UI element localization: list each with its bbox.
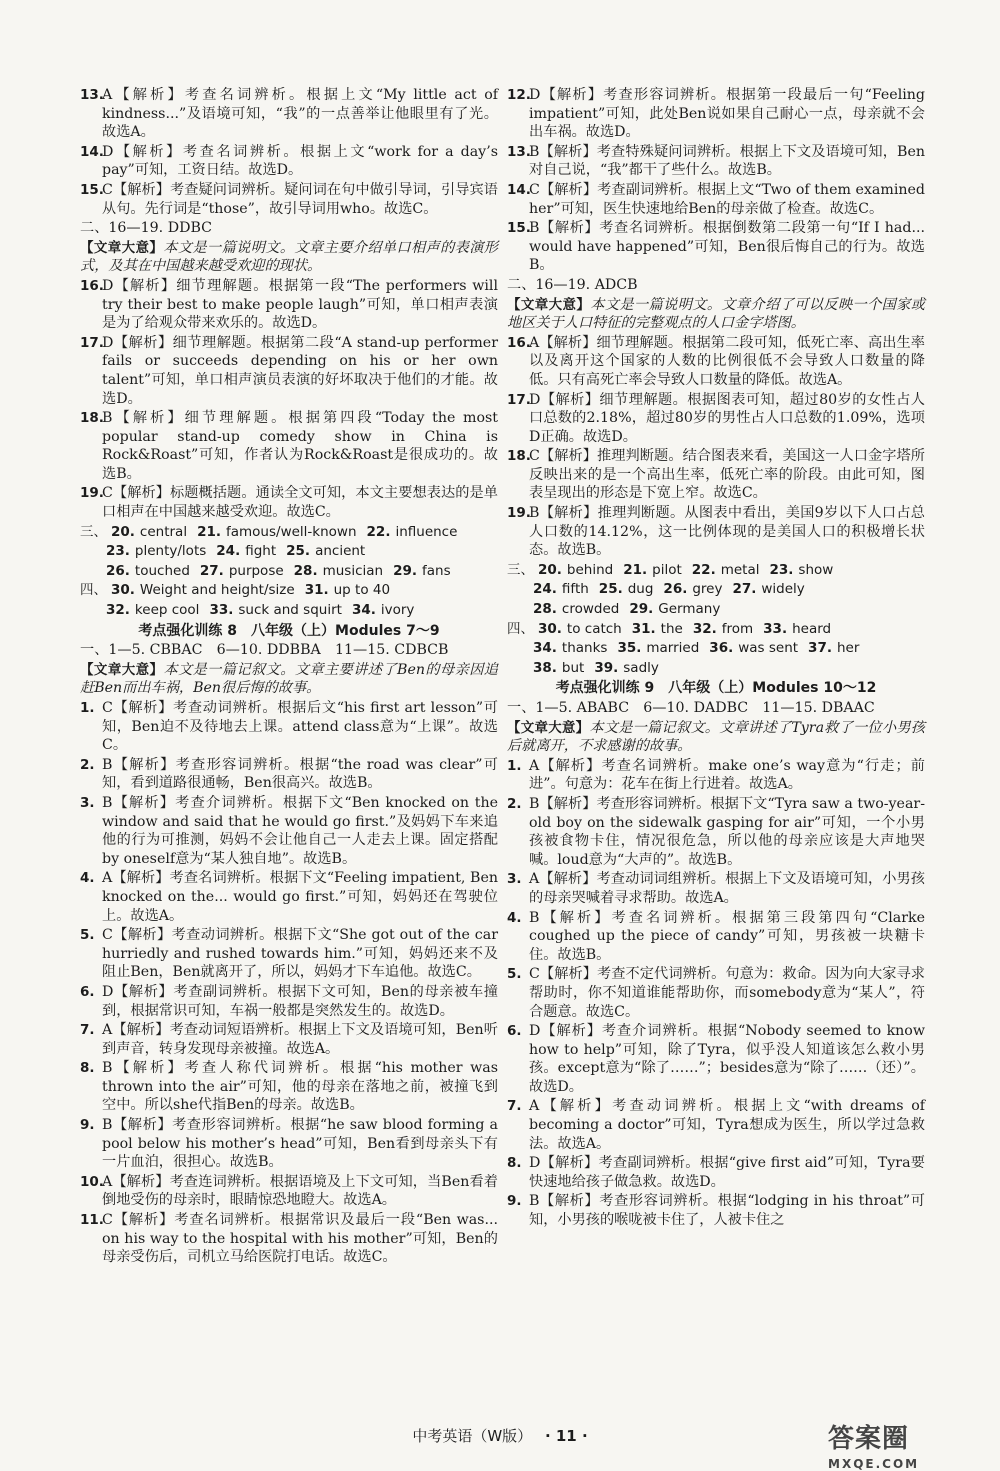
answer-item xyxy=(80,181,498,218)
summary-tag: 【文章大意】 xyxy=(507,296,591,313)
blank-number: 21. xyxy=(623,561,648,578)
blank-number: 29. xyxy=(393,562,417,579)
blank-answer: sadly xyxy=(623,659,659,676)
answer-text: C【解析】考查名词辨析。根据常识及最后一段“Ben was... on his way to the hospital with his mother”可知，Ben的母亲受伤后，司机立马给医院打电话。故选C。 xyxy=(102,1212,498,1266)
answer-item xyxy=(80,756,498,793)
blank-number: 21. xyxy=(197,523,221,540)
fill-in-row xyxy=(507,639,925,658)
blank-number: 27. xyxy=(199,562,224,579)
blank-number: 27. xyxy=(732,581,757,598)
answer-item xyxy=(80,277,498,333)
answer-text: D【解析】细节理解题。根据第二段“A stand-up performer fails or succeeds depending on his or her own talent”可知，单口相声演员表演的好坏取决于他们的才能。故选D。 xyxy=(102,334,498,407)
answer-text: A【解析】考查名词辨析。根据下文“Feeling impatient, Ben knocked on the... would go first.”可知，妈妈还在驾驶位上。故选A。 xyxy=(102,870,498,924)
blank-answer: Weight and height/size xyxy=(139,582,295,599)
question-number: 13. xyxy=(507,143,531,160)
question-number: 19. xyxy=(80,485,104,502)
question-number: 3. xyxy=(80,794,95,811)
answer-item xyxy=(80,926,498,982)
blank-answer: influence xyxy=(395,523,458,540)
blank-answer: keep cool xyxy=(134,602,200,619)
blank-number: 28. xyxy=(293,562,318,579)
blank-number: 23. xyxy=(769,561,794,578)
blank-number: 23. xyxy=(106,543,130,560)
blank-answer: widely xyxy=(761,581,805,598)
fill-in-row xyxy=(80,542,498,561)
blank-number: 25. xyxy=(598,581,623,598)
answer-text: A【解析】考查名词辨析。make one’s way意为“行走；前进”。句意为：花车在街上行进着。故选A。 xyxy=(529,757,925,793)
article-summary xyxy=(507,296,925,333)
question-number: 19. xyxy=(507,505,531,522)
blank-answer: central xyxy=(139,523,188,540)
fill-in-row xyxy=(80,581,498,600)
question-number: 16. xyxy=(80,277,104,294)
question-number: 10. xyxy=(80,1173,104,1190)
blank-number: 30. xyxy=(538,620,562,637)
question-number: 11. xyxy=(80,1212,104,1229)
question-number: 16. xyxy=(507,334,531,351)
blank-number: 31. xyxy=(631,620,656,637)
blank-number: 29. xyxy=(629,601,654,618)
section-marker: 四、 xyxy=(80,582,107,599)
blank-answer: but xyxy=(561,659,585,676)
blank-answer: from xyxy=(721,620,754,637)
answer-item xyxy=(507,757,925,794)
article-summary xyxy=(80,239,498,276)
blank-answer: ivory xyxy=(380,602,415,619)
answer-text: D【解析】考查介词辨析。根据“Nobody seemed to know how to help”可知，除了Tyra，似乎没人知道该怎么救小男孩。except意为“除了……”；besides意为“除了……（还）”。故选D。 xyxy=(529,1023,925,1095)
question-number: 2. xyxy=(80,756,95,773)
question-number: 8. xyxy=(80,1060,95,1077)
blank-answer: to catch xyxy=(566,620,622,637)
answer-text: A【解析】考查名词辨析。根据上文“My little act of kindness...”及语境可知，“我”的一点善举让他眼里有了光。故选A。 xyxy=(102,87,498,141)
answer-text: B【解析】考查形容词辨析。根据“he saw blood forming a pool below his mother’s head”可知，Ben看到母亲头下有一片血泊，很担心。故选B。 xyxy=(102,1117,498,1171)
answer-item xyxy=(80,1116,498,1172)
blank-number: 22. xyxy=(366,523,391,540)
blank-number: 34. xyxy=(533,640,557,657)
blank-answer: touched xyxy=(134,562,190,579)
answer-text: B【解析】细节理解题。根据第四段“Today the most popular stand-up comedy show in China is Rock&Roast”可知，作者认为Rock&Roast是很成功的。故选B。 xyxy=(102,410,498,482)
question-number: 2. xyxy=(507,795,522,812)
answer-item xyxy=(507,1022,925,1096)
answer-text: D【解析】细节理解题。根据第一段“The performers will try their best to make people laugh”可知，单口相声表演是为了给观众带来欢乐的。故选D。 xyxy=(102,277,498,332)
answer-text: A【解析】考查连词辨析。根据语境及上下文可知，当Ben看着倒地受伤的母亲时，眼睛惊恐地瞪大。故选A。 xyxy=(102,1173,498,1209)
blank-answer: grey xyxy=(692,581,723,598)
answer-text: A【解析】考查动词辨析。根据上文“with dreams of becoming a doctor”可知，Tyra想成为医生，所以学过急救法。故选A。 xyxy=(529,1098,925,1152)
answer-text: D【解析】考查名词辨析。根据上文“work for a day’s pay”可知，工资日结。故选D。 xyxy=(102,143,498,179)
blank-answer: heard xyxy=(792,620,832,637)
answer-text: C【解析】考查疑问词辨析。疑问词在句中做引导词，引导宾语从句。先行词是“those”，故引导词用who。故选C。 xyxy=(102,181,498,217)
summary-tag: 【文章大意】 xyxy=(80,239,164,256)
blank-number: 22. xyxy=(691,561,716,578)
blank-answer: behind xyxy=(566,561,614,578)
blank-answer: fight xyxy=(245,543,277,560)
answer-key-line: 一、1—5. ABABC 6—10. DADBC 11—15. DBAAC xyxy=(507,700,875,716)
blank-answer: pilot xyxy=(652,561,682,578)
blank-number: 36. xyxy=(709,640,734,657)
article-summary xyxy=(507,719,925,756)
blank-number: 25. xyxy=(286,543,311,560)
answer-item xyxy=(80,983,498,1020)
answer-item xyxy=(507,965,925,1021)
answer-item xyxy=(507,909,925,965)
fill-in-answers xyxy=(80,523,498,620)
blank-number: 24. xyxy=(533,581,557,598)
answer-item xyxy=(507,1097,925,1153)
blank-answer: purpose xyxy=(228,562,284,579)
answer-item xyxy=(507,447,925,503)
summary-tag: 【文章大意】 xyxy=(507,719,590,736)
blank-answer: show xyxy=(798,561,834,578)
answer-text: D【解析】考查副词辨析。根据下文可知，Ben的母亲被车撞到，根据常识可知，车祸一般都是突然发生的。故选D。 xyxy=(102,983,498,1019)
summary-text: 本文是一篇记叙文。文章讲述了Tyra救了一位小男孩后就离开，不求感谢的故事。 xyxy=(507,719,925,755)
page-number: · 11 · xyxy=(544,1427,588,1445)
answer-text: C【解析】推理判断题。结合图表来看，美国这一人口金字塔所反映出来的是一个高出生率，低死亡率的阶段。由此可知，图表呈现出的形态是下宽上窄。故选C。 xyxy=(529,448,925,502)
answer-text: D【解析】考查形容词辨析。根据第一段最后一句“Feeling impatient”可知，此处Ben说如果自己耐心一点，母亲就不会出车祸。故选D。 xyxy=(529,87,925,141)
question-number: 7. xyxy=(80,1022,95,1039)
answer-text: A【解析】考查动词短语辨析。根据上下文及语境可知，Ben听到声音，转身发现母亲被撞。故选A。 xyxy=(102,1022,498,1057)
answer-item xyxy=(507,1192,925,1229)
answer-item xyxy=(507,391,925,447)
answer-text: C【解析】考查副词辨析。根据上文“Two of them examined her”可知，医生快速地给Ben的母亲做了检查。故选C。 xyxy=(529,181,925,217)
answer-item xyxy=(507,219,925,275)
answer-text: C【解析】考查不定代词辨析。句意为：救命。因为向大家寻求帮助时，你不知道谁能帮助你，而somebody意为“某人”，符合题意。故选C。 xyxy=(529,966,925,1020)
question-number: 6. xyxy=(507,1023,522,1040)
fill-in-row xyxy=(507,659,925,678)
blank-number: 39. xyxy=(594,659,619,676)
answer-item xyxy=(80,143,498,180)
blank-number: 30. xyxy=(111,582,135,599)
answer-item xyxy=(80,86,498,142)
blank-number: 32. xyxy=(692,620,717,637)
answer-text: B【解析】考查人称代词辨析。根据“his mother was thrown into the air”可知，他的母亲在落地之前，被撞飞到空中。所以she代指Ben的母亲。故选B。 xyxy=(102,1060,498,1114)
question-number: 8. xyxy=(507,1155,522,1172)
question-number: 17. xyxy=(507,391,531,408)
question-number: 12. xyxy=(507,87,531,103)
answer-text: B【解析】考查形容词辨析。根据“the road was clear”可知，看到道路很通畅，Ben很高兴。故选B。 xyxy=(102,756,498,792)
answer-item xyxy=(80,409,498,483)
answer-text: A【解析】考查动词词组辨析。根据上下文及语境可知，小男孩的母亲哭喊着寻求帮助。故选A。 xyxy=(529,871,925,906)
blank-answer: her xyxy=(836,640,860,657)
summary-text: 本文是一篇说明文。文章介绍了可以反映一个国家或地区关于人口特征的完整观点的人口金字塔图。 xyxy=(507,296,925,332)
blank-answer: thanks xyxy=(561,640,608,657)
answer-item xyxy=(507,795,925,869)
blank-number: 20. xyxy=(111,523,135,540)
answer-item xyxy=(507,870,925,907)
answer-item xyxy=(80,484,498,521)
blank-answer: the xyxy=(660,620,683,637)
blank-number: 31. xyxy=(304,582,329,599)
blank-answer: fifth xyxy=(561,581,589,598)
answer-item xyxy=(80,794,498,868)
blank-answer: fans xyxy=(422,562,451,579)
answer-text: B【解析】考查形容词辨析。根据“lodging in his throat”可知，小男孩的喉咙被卡住了，人被卡住之 xyxy=(529,1193,925,1229)
answer-text: D【解析】考查副词辨析。根据“give first aid”可知，Tyra要快速地给孩子做急救。故选D。 xyxy=(529,1155,925,1190)
question-number: 5. xyxy=(80,927,95,944)
blank-answer: famous/well-known xyxy=(226,523,357,540)
fill-in-row xyxy=(507,561,925,580)
blank-answer: up to 40 xyxy=(333,582,391,599)
logo-mark: 答案圈 xyxy=(828,1424,910,1454)
article-summary xyxy=(80,661,498,698)
question-number: 9. xyxy=(80,1117,95,1134)
answer-item xyxy=(80,1211,498,1267)
book-title: 中考英语（W版） xyxy=(412,1427,533,1445)
fill-in-row xyxy=(80,523,498,542)
answer-text: B【解析】考查形容词辨析。根据下文“Tyra saw a two-year-old boy on the sidewalk gasping for air”可知，一个小男孩被食物卡住，情况很危急，所以他的母亲应该是大声地哭喊。loud意为“大声的”。故选B。 xyxy=(529,795,925,868)
blank-number: 34. xyxy=(351,602,376,619)
answer-item xyxy=(507,181,925,218)
blank-answer: dug xyxy=(627,581,654,598)
question-number: 15. xyxy=(507,220,531,237)
question-number: 7. xyxy=(507,1098,522,1115)
blank-answer: married xyxy=(646,640,700,657)
blank-answer: ancient xyxy=(315,543,366,560)
answer-text: C【解析】考查动词辨析。根据后文“his first art lesson”可知，Ben迫不及待地去上课。attend class意为“上课”。故选C。 xyxy=(102,700,498,754)
blank-number: 20. xyxy=(538,561,562,578)
fill-in-row xyxy=(80,601,498,620)
answer-key-line: 二、16—19. DDBC xyxy=(80,220,212,237)
fill-in-row xyxy=(507,600,925,619)
question-number: 4. xyxy=(80,870,95,887)
answer-text: B【解析】推理判断题。从图表中看出，美国9岁以下人口占总人口数的14.12%，这一比例体现的是美国人口的积极增长状态。故选B。 xyxy=(529,505,925,559)
question-number: 5. xyxy=(507,966,522,983)
answer-item xyxy=(507,504,925,560)
blank-number: 37. xyxy=(808,640,832,657)
question-number: 4. xyxy=(507,909,522,926)
answer-text: C【解析】标题概括题。通读全文可知，本文主要想表达的是单口相声在中国越来越受欢迎。故选C。 xyxy=(102,485,498,521)
blank-number: 35. xyxy=(617,640,642,657)
blank-number: 33. xyxy=(763,620,788,637)
answer-key-line: 一、1—5. CBBAC 6—10. DDBBA 11—15. CDBCB xyxy=(80,642,449,659)
question-number: 1. xyxy=(80,700,95,716)
section-marker: 三、 xyxy=(80,523,107,540)
blank-answer: Germany xyxy=(658,601,721,618)
blank-answer: was sent xyxy=(738,640,799,657)
answer-item xyxy=(507,1154,925,1191)
blank-number: 32. xyxy=(106,602,130,619)
answer-item xyxy=(507,143,925,180)
answer-text: C【解析】考查动词辨析。根据下文“She got out of the car hurriedly and rushed towards him.”可知，妈妈还来不及阻止Ben，Ben就离开了，所以，妈妈才下车追他。故选C。 xyxy=(102,927,498,981)
fill-in-row xyxy=(80,562,498,581)
answer-item xyxy=(80,699,498,755)
blank-number: 28. xyxy=(533,601,557,618)
answer-key-line: 二、16—19. ADCB xyxy=(507,276,638,293)
section-marker: 四、 xyxy=(507,620,534,637)
answer-text: B【解析】考查名词辨析。根据第三段第四句“Clarke coughed up the piece of candy”可知，男孩被一块糖卡住。故选B。 xyxy=(529,909,925,963)
left-column xyxy=(80,86,498,1268)
question-number: 18. xyxy=(80,410,104,427)
blank-number: 24. xyxy=(216,543,241,560)
answer-item xyxy=(507,86,925,142)
answer-item xyxy=(80,1173,498,1210)
site-logo xyxy=(828,1418,978,1471)
fill-in-row xyxy=(507,620,925,639)
answer-item xyxy=(80,869,498,925)
answer-text: B【解析】考查名词辨析。根据倒数第二段第一句“If I had... would have happened”可知，Ben很后悔自己的行为。故选B。 xyxy=(529,220,925,274)
question-number: 6. xyxy=(80,983,95,1000)
answer-text: A【解析】细节理解题。根据第二段可知，低死亡率、高出生率以及离开这个国家的人数的比例很低不会导致人口数量的降低。只有高死亡率会导致人口数量的降低。故选A。 xyxy=(529,334,925,388)
blank-answer: plenty/lots xyxy=(134,543,207,560)
question-number: 14. xyxy=(80,143,104,160)
fill-in-row xyxy=(507,580,925,599)
answer-item xyxy=(507,334,925,390)
question-number: 1. xyxy=(507,757,522,774)
blank-answer: musician xyxy=(322,562,384,579)
question-number: 13. xyxy=(80,87,104,103)
answer-item xyxy=(80,1021,498,1058)
answer-text: D【解析】细节理解题。根据图表可知，超过80岁的女性占人口总数的2.18%，超过80岁的男性占人口总数的1.09%，选项D正确。故选D。 xyxy=(529,391,925,445)
summary-text: 本文是一篇记叙文。文章主要讲述了Ben的母亲因追赶Ben而出车祸，Ben很后悔的故事。 xyxy=(80,661,498,697)
blank-answer: crowded xyxy=(561,601,620,618)
section-title: 考点强化训练 8 八年级（上）Modules 7～9 xyxy=(138,622,440,639)
question-number: 3. xyxy=(507,871,522,888)
question-number: 15. xyxy=(80,181,104,198)
question-number: 9. xyxy=(507,1193,522,1210)
blank-number: 33. xyxy=(209,602,234,619)
right-column xyxy=(507,86,925,1231)
blank-number: 26. xyxy=(663,581,688,598)
section-title: 考点强化训练 9 八年级（上）Modules 10～12 xyxy=(555,680,877,697)
blank-answer: metal xyxy=(720,561,760,578)
question-number: 14. xyxy=(507,181,531,198)
question-number: 17. xyxy=(80,334,104,351)
section-marker: 三、 xyxy=(507,561,534,578)
blank-number: 38. xyxy=(533,659,557,676)
summary-text: 本文是一篇说明文。文章主要介绍单口相声的表演形式，及其在中国越来越受欢迎的现状。 xyxy=(80,239,498,275)
answer-text: B【解析】考查介词辨析。根据下文“Ben knocked on the window and said that he would go first.”及妈妈下车来追他的行为可推测，妈妈不会让他自己一人走去上课。固定搭配by oneself意为“某人独自地”。故选B。 xyxy=(102,794,498,867)
answer-text: B【解析】考查特殊疑问词辨析。根据上下文及语境可知，Ben对自己说，“我”都干了些什么。故选B。 xyxy=(529,143,925,179)
blank-answer: suck and squirt xyxy=(238,602,342,619)
answer-item xyxy=(80,1059,498,1115)
question-number: 18. xyxy=(507,448,531,465)
summary-tag: 【文章大意】 xyxy=(80,661,164,678)
fill-in-answers xyxy=(507,561,925,678)
answer-item xyxy=(80,334,498,408)
blank-number: 26. xyxy=(106,562,130,579)
logo-url: MXQE.COM xyxy=(828,1457,920,1471)
